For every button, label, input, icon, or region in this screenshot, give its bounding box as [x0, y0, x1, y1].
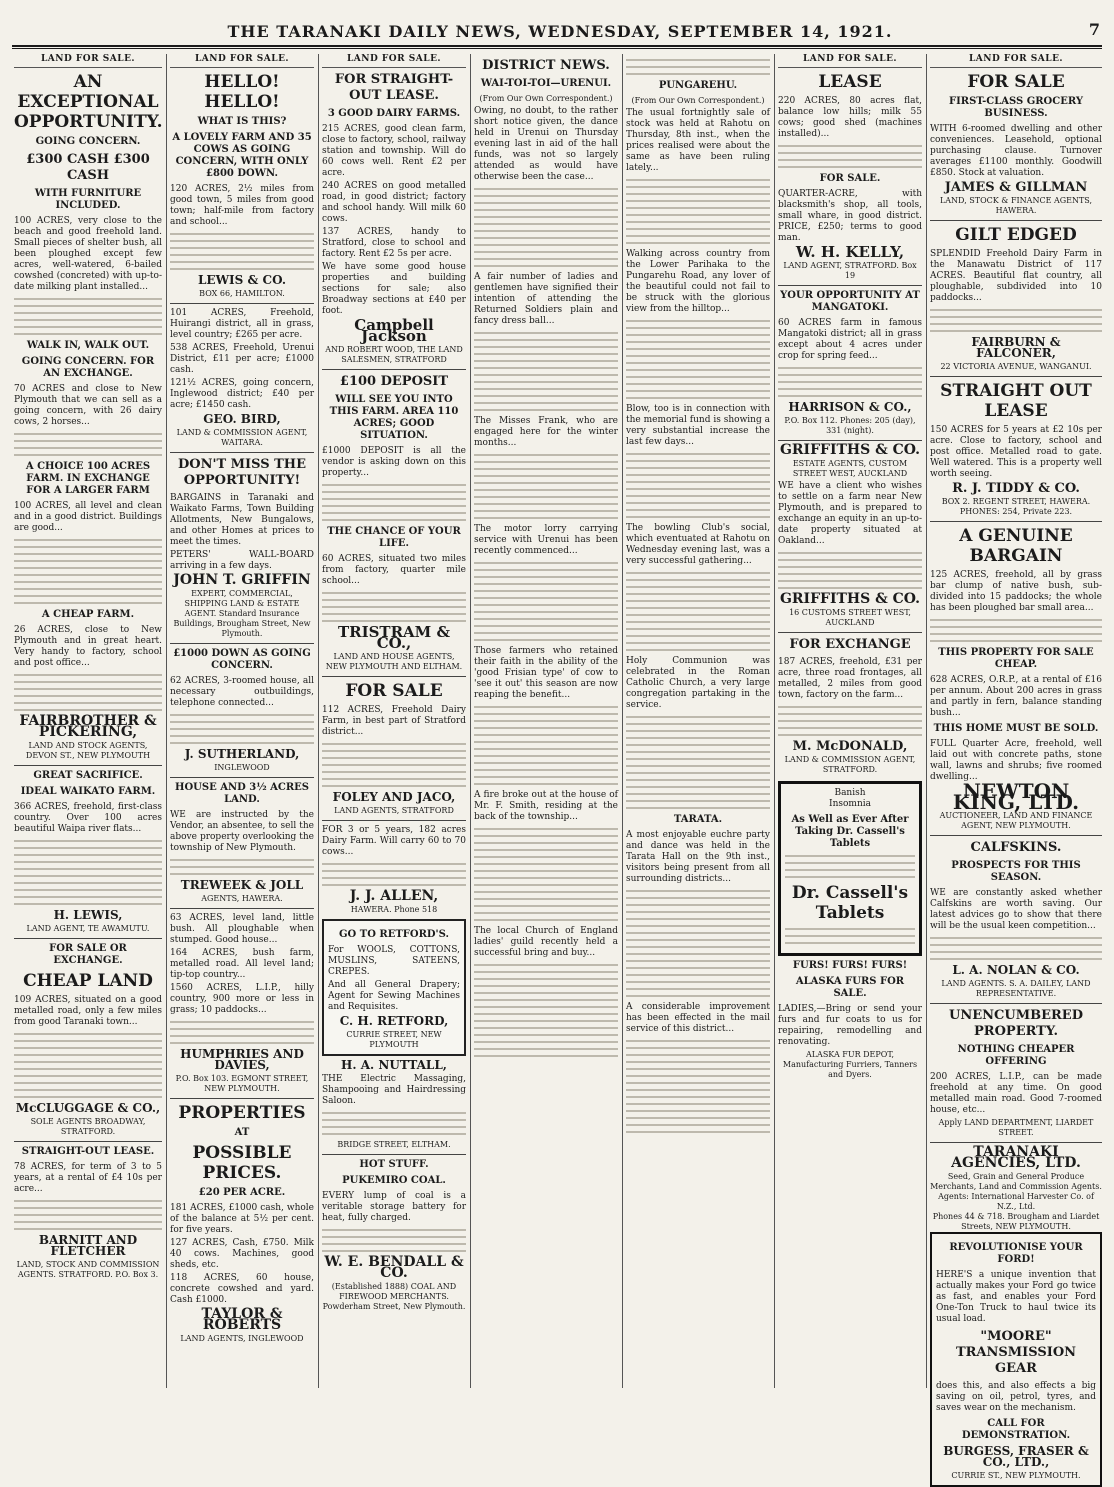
ad-body: 220 ACRES, 80 acres flat, balance low hills; milk 55 cows; good shed (machines installed)...: [778, 96, 922, 139]
agent-name: HARRISON & CO.,: [788, 400, 912, 414]
agent-address: LAND AGENTS, STRATFORD: [334, 806, 454, 815]
divider: [930, 835, 1102, 836]
ad-subheading: ALASKA FURS FOR SALE.: [795, 976, 905, 999]
ad-body: QUARTER-ACRE, with blacksmith's shop, all tools, small whare, in good district. PRICE, £250; terms to good man.: [778, 189, 922, 243]
text-lines: [626, 179, 770, 244]
ad-subheading: IDEAL WAIKATO FARM.: [20, 786, 156, 797]
ad-body: 60 ACRES, situated two miles from factory, quarter mile school...: [322, 554, 466, 586]
text-lines: [14, 1200, 162, 1230]
ad-subheading: HOT STUFF.: [359, 1159, 429, 1170]
news-paragraph: Holy Communion was celebrated in the Roman Catholic Church, a very large congregation partaking in the service.: [626, 656, 770, 710]
agent-address: AGENTS, HAWERA.: [201, 894, 283, 903]
text-lines: [626, 890, 770, 997]
ad-subheading: WHAT IS THIS?: [197, 116, 287, 127]
text-lines: [778, 552, 922, 589]
divider: [14, 765, 162, 766]
ad-body: 78 ACRES, for term of 3 to 5 years, at a rental of £4 10s per acre...: [14, 1162, 162, 1194]
ad-body: 366 ACRES, freehold, first-class country. Over 100 acres beautiful Waipa river flats...: [14, 802, 162, 834]
column-2: [170, 54, 314, 1388]
ad-body: And all General Drapery; Agent for Sewing Machines and Requisites.: [328, 980, 460, 1012]
divider: [170, 1098, 314, 1099]
news-byline: (From Our Own Correspondent.): [631, 96, 765, 105]
agent-address: SOLE AGENTS BROADWAY, STRATFORD.: [30, 1117, 146, 1136]
agent-name: J. SUTHERLAND,: [184, 747, 300, 761]
ad-subheading: GO TO RETFORD'S.: [339, 929, 449, 940]
agent-address: AUCTIONEER, LAND AND FINANCE AGENT, NEW PLYMOUTH.: [939, 811, 1093, 830]
agent-address: LAND AGENT, TE AWAMUTU.: [26, 924, 150, 933]
ad-subheading: A CHOICE 100 ACRES FARM. IN EXCHANGE FOR A LARGER FARM: [25, 461, 151, 496]
masthead-rule-thin: [12, 48, 1102, 49]
ad-note: WITH FURNITURE INCLUDED.: [34, 188, 142, 211]
agent-name: GEO. BIRD,: [203, 412, 281, 426]
ad-body: 215 ACRES, good clean farm, close to factory, school, railway station and township. Will do 60 cows well. Rent £2 per acre.: [322, 124, 466, 178]
text-lines: [474, 964, 618, 1057]
text-lines: [626, 716, 770, 809]
ad-body: 121½ ACRES, going concern, Inglewood district; £40 per acre; £1450 cash.: [170, 378, 314, 410]
divider: [778, 440, 922, 441]
agent-address: 16 CUSTOMS STREET WEST, AUCKLAND: [789, 608, 911, 627]
text-lines: [322, 1112, 466, 1135]
section-label: LAND FOR SALE.: [322, 54, 466, 68]
agent-name: TREWEEK & JOLL: [180, 878, 304, 892]
text-lines: [474, 562, 618, 641]
section-label: LAND FOR SALE.: [14, 54, 162, 68]
column-separator: [318, 54, 319, 1388]
ad-heading: A GENUINE BARGAIN: [959, 526, 1073, 566]
agent-address: ALASKA FUR DEPOT, Manufacturing Furriers, Tanners and Dyers.: [782, 1050, 918, 1079]
ad-body: FULL Quarter Acre, freehold, well laid out with concrete paths, stone wall, lawns and shrubs; five roomed dwelling...: [930, 739, 1102, 782]
agent-address: Seed, Grain and General Produce Merchants, Land and Commission Agents. Agents: International Harvester Co. of N.Z., Ltd.: [930, 1172, 1102, 1211]
agent-name: McCLUGGAGE & CO.,: [15, 1101, 161, 1115]
divider: [778, 285, 922, 286]
ad-heading: UNENCUMBERED PROPERTY.: [949, 1008, 1083, 1039]
ad-subheading: THIS HOME MUST BE SOLD.: [933, 723, 1099, 734]
ad-subheading: WALK IN, WALK OUT.: [26, 340, 150, 351]
divider: [170, 908, 314, 909]
agent-address: AND ROBERT WOOD, THE LAND SALESMEN, STRATFORD: [325, 345, 463, 364]
news-byline: (From Our Own Correspondent.): [479, 94, 613, 103]
column-separator: [926, 54, 927, 1388]
text-lines: [14, 433, 162, 456]
ad-subheading: FOR SALE OR EXCHANGE.: [49, 943, 127, 966]
ad-heading: PROPERTIES: [178, 1103, 306, 1123]
masthead-title: THE TARANAKI DAILY NEWS, WEDNESDAY, SEPTEMBER 14, 1921.: [227, 22, 893, 41]
text-lines: [322, 592, 466, 622]
agent-name: C. H. RETFORD,: [339, 1014, 449, 1028]
agent-address: BOX 2. REGENT STREET, HAWERA. PHONES: 254, Private 223.: [941, 497, 1091, 516]
text-lines: [474, 188, 618, 267]
column-4: [474, 54, 618, 1388]
divider: [930, 1142, 1102, 1143]
text-lines: [14, 298, 162, 335]
ad-body: 1560 ACRES, L.I.P., hilly country, 900 more or less in grass; 10 paddocks...: [170, 983, 314, 1015]
ad-body: 26 ACRES, close to New Plymouth and in great heart. Very handy to factory, school and post office...: [14, 625, 162, 668]
text-lines: [626, 572, 770, 651]
ad-body: 60 ACRES farm in famous Mangatoki district; all in grass except about 4 acres under crop for spring feed...: [778, 318, 922, 361]
column-1: [14, 54, 162, 1388]
ad-subheading: HOUSE AND 3½ ACRES LAND.: [175, 782, 309, 805]
ad-body: 150 ACRES for 5 years at £2 10s per acre. Close to factory, school and post office. Metalled road to gate. Well watered. This is a property well worth seeing.: [930, 425, 1102, 479]
text-lines: [778, 145, 922, 168]
agent-address: P.O. Box 112. Phones: 205 (day), 331 (night).: [784, 416, 916, 435]
agent-name: GRIFFITHS & CO.: [779, 442, 921, 458]
ad-subheading: A LOVELY FARM AND 35 COWS AS GOING CONCERN, WITH ONLY £800 DOWN.: [172, 132, 312, 179]
ad-body: LADIES,—Bring or send your furs and fur coats to us for repairing, remodelling and renovating.: [778, 1004, 922, 1047]
ad-body: 112 ACRES, Freehold Dairy Farm, in best part of Stratford district...: [322, 705, 466, 737]
divider: [322, 369, 466, 370]
ad-subheading: FOR SALE.: [819, 173, 881, 184]
retford-advert: [322, 919, 466, 1056]
news-paragraph: A most enjoyable euchre party and dance was held in the Tarata Hall on the 9th inst., visitors being present from all surrounding districts...: [626, 830, 770, 884]
ad-body: FOR 3 or 5 years, 182 acres Dairy Farm. Will carry 60 to 70 cows...: [322, 825, 466, 857]
text-lines: [14, 674, 162, 711]
ad-subheading: A CHEAP FARM.: [41, 609, 135, 620]
ad-body: PETERS' WALL-BOARD arriving in a few days.: [170, 550, 314, 571]
agent-address: LAND AND HOUSE AGENTS, NEW PLYMOUTH AND ELTHAM.: [325, 652, 463, 671]
ad-subheading: YOUR OPPORTUNITY AT MANGATOKI.: [780, 290, 920, 313]
ad-heading: GILT EDGED: [955, 225, 1077, 245]
advert-product: Dr. Cassell's Tablets: [791, 883, 909, 923]
text-lines: [930, 619, 1102, 642]
ad-heading: AN EXCEPTIONAL OPPORTUNITY.: [14, 72, 163, 132]
advert-subline: As Well as Ever After Taking Dr. Cassell's Tablets: [791, 814, 909, 849]
ad-heading: CALFSKINS.: [970, 840, 1062, 855]
divider: [170, 777, 314, 778]
text-lines: [170, 1021, 314, 1044]
agent-address: Phones 44 & 718. Brougham and Liardet Streets, NEW PLYMOUTH.: [932, 1212, 1100, 1231]
agent-address: (Established 1888) COAL AND FIREWOOD MERCHANTS. Powderham Street, New Plymouth.: [322, 1282, 466, 1311]
news-paragraph: A considerable improvement has been effected in the mail service of this district...: [626, 1002, 770, 1034]
ad-subheading: FURS! FURS! FURS!: [792, 960, 908, 971]
agent-address: INGLEWOOD: [214, 763, 270, 772]
ad-body: THE Electric Massaging, Shampooing and Hairdressing Saloon.: [322, 1074, 466, 1106]
advert-body: HERE'S a unique invention that actually makes your Ford go twice as fast, and enables your Ford One-Ton Truck to haul twice its usual load.: [936, 1270, 1096, 1324]
masthead-rule: [12, 45, 1102, 47]
ad-body: 628 ACRES, O.R.P., at a rental of £16 per annum. About 200 acres in grass and partly in fern, balance standing bush...: [930, 675, 1102, 718]
ad-body: WE are constantly asked whether Calfskins are worth saving. Our latest advices go to show that there will be the usual keen competition...: [930, 888, 1102, 931]
text-lines: [778, 367, 922, 397]
ad-body: WE are instructed by the Vendor, an absentee, to sell the above property overlooking the township of New Plymouth.: [170, 810, 314, 853]
divider: [322, 1154, 466, 1155]
ad-subheading: PROSPECTS FOR THIS SEASON.: [951, 860, 1081, 883]
ad-subheading: FIRST-CLASS GROCERY BUSINESS.: [949, 96, 1083, 119]
news-paragraph: Walking across country from the Lower Parihaka to the Pungarehu Road, any lover of the beautiful could not fail to be struck with the glorious view from the hilltop...: [626, 249, 770, 314]
advert-headline: Insomnia: [829, 799, 871, 809]
ad-heading: FOR EXCHANGE: [789, 637, 911, 652]
news-paragraph: The motor lorry carrying service with Urenui has been recently commenced...: [474, 524, 618, 556]
ad-body: 118 ACRES, 60 house, concrete cowshed and yard. Cash £1000.: [170, 1273, 314, 1305]
page-number: 7: [1088, 20, 1100, 39]
agent-name: TRISTRAM & CO.,: [337, 623, 451, 652]
text-lines: [626, 59, 770, 75]
text-lines: [322, 484, 466, 521]
advert-product: "MOORE" TRANSMISSION GEAR: [955, 1329, 1077, 1376]
ad-body: For WOOLS, COTTONS, MUSLINS, SATEENS, CREPES.: [328, 945, 460, 977]
agent-address: BRIDGE STREET, ELTHAM.: [337, 1140, 451, 1149]
ad-body: 181 ACRES, £1000 cash, whole of the balance at 5½ per cent. for five years.: [170, 1203, 314, 1235]
news-paragraph: The bowling Club's social, which eventuated at Rahotu on Wednesday evening last, was a very successful gathering...: [626, 523, 770, 566]
text-lines: [474, 706, 618, 785]
agent-name: J. J. ALLEN,: [349, 888, 439, 904]
news-paragraph: A fire broke out at the house of Mr. F. Smith, residing at the back of the township...: [474, 790, 618, 822]
agent-address: LAND & COMMISSION AGENT, WAITARA.: [176, 428, 308, 447]
ad-subheading: GREAT SACRIFICE.: [33, 770, 143, 781]
ad-subheading: £1000 DOWN AS GOING CONCERN.: [173, 648, 311, 671]
text-lines: [785, 928, 915, 944]
ad-subheading: THE CHANCE OF YOUR LIFE.: [327, 526, 461, 549]
text-lines: [14, 840, 162, 905]
news-paragraph: Blow, too is in connection with the memorial fund is showing a very substantial increase the last few days...: [626, 404, 770, 447]
ad-body: £1000 DEPOSIT is all the vendor is asking down on this property...: [322, 446, 466, 478]
ad-body: SPLENDID Freehold Dairy Farm in the Manawatu District of 117 ACRES. Beautiful flat country, all ploughable, subdivided into 10 paddocks...: [930, 249, 1102, 303]
divider: [322, 676, 466, 677]
news-subheading: WAI-TOI-TOI—URENUI.: [480, 78, 612, 89]
column-6: [778, 54, 922, 1388]
agent-address: BOX 66, HAMILTON.: [199, 289, 285, 298]
news-paragraph: The usual fortnightly sale of stock was held at Rahotu on Thursday, 8th inst., when the prices realised were about the same as have been ruling lately...: [626, 108, 770, 173]
ad-heading: HELLO! HELLO!: [204, 72, 280, 112]
agent-address: LAND AGENTS. S. A. DAILEY, LAND REPRESENTATIVE.: [941, 979, 1091, 998]
ad-heading: FOR SALE: [967, 72, 1065, 92]
divider: [930, 521, 1102, 522]
ad-heading: POSSIBLE PRICES.: [192, 1143, 292, 1183]
agent-address: ESTATE AGENTS, CUSTOM STREET WEST, AUCKLAND: [792, 459, 908, 478]
ad-heading: FOR STRAIGHT-OUT LEASE.: [334, 72, 454, 103]
agent-name: FAIRBURN & FALCONER,: [971, 335, 1061, 360]
ad-body: 62 ACRES, 3-roomed house, all necessary outbuildings, telephone connected...: [170, 676, 314, 708]
news-paragraph: Those farmers who retained their faith in the ability of the 'good Frisian type' of cow to 'see it out' this season are now reaping the benefit...: [474, 646, 618, 700]
ad-body: 109 ACRES, situated on a good metalled road, only a few miles from good Taranaki town...: [14, 995, 162, 1027]
ad-body: BARGAINS in Taranaki and Waikato Farms, Town Building Allotments, New Bungalows, and other Homes at prices to meet the times.: [170, 493, 314, 547]
ad-body: WITH 6-roomed dwelling and other conveniences. Leasehold, optional purchasing clause. Turnover averages £1100 monthly. Goodwill £850. Stock at valuation.: [930, 124, 1102, 178]
ad-subheading: STRAIGHT-OUT LEASE.: [21, 1146, 155, 1157]
agent-name: FAIRBROTHER & PICKERING,: [19, 713, 157, 740]
text-lines: [778, 706, 922, 736]
text-lines: [170, 859, 314, 875]
ad-body: 120 ACRES, 2½ miles from good town, 5 miles from good town; half-mile from factory and school...: [170, 184, 314, 227]
ad-body: 538 ACRES, Freehold, Urenui District, £11 per acre; £1000 cash.: [170, 343, 314, 375]
advert-headline: Banish: [834, 788, 866, 798]
agent-address: LAND, STOCK AND COMMISSION AGENTS. STRATFORD. P.O. Box 3.: [16, 1260, 160, 1279]
agent-name: JOHN T. GRIFFIN: [173, 572, 311, 588]
news-heading: DISTRICT NEWS.: [482, 58, 610, 73]
agent-name: LEWIS & CO.: [197, 273, 286, 287]
ad-body: 200 ACRES, L.I.P., can be made freehold at any time. On good metalled main road. Good 7-roomed house, etc...: [930, 1072, 1102, 1115]
text-lines: [170, 233, 314, 270]
ad-body: 187 ACRES, freehold, £31 per acre, three road frontages, all metalled, 2 miles from good town, factory on the farm...: [778, 657, 922, 700]
agent-name: NEWTON KING, LTD.: [952, 779, 1080, 814]
ad-price: £300 CASH £300 CASH: [26, 152, 150, 183]
column-separator: [470, 54, 471, 1388]
column-separator: [166, 54, 167, 1388]
text-lines: [474, 828, 618, 921]
agent-name: R. J. TIDDY & CO.: [952, 481, 1080, 496]
text-lines: [14, 539, 162, 604]
text-lines: [626, 320, 770, 399]
ad-subheading: GOING CONCERN.: [35, 136, 141, 147]
agent-name: M. McDONALD,: [792, 739, 908, 754]
masthead: [0, 0, 1114, 44]
ad-heading: £100 DEPOSIT: [339, 374, 449, 389]
ad-note: Apply LAND DEPARTMENT, LIARDET STREET.: [938, 1118, 1094, 1137]
text-lines: [322, 863, 466, 886]
divider: [930, 220, 1102, 221]
agent-name: TARANAKI AGENCIES, LTD.: [951, 1144, 1081, 1171]
ad-subheading: WILL SEE YOU INTO THIS FARM. AREA 110 ACRES; GOOD SITUATION.: [329, 394, 459, 441]
agent-name: W. H. KELLY,: [795, 243, 905, 261]
agent-address: P.O. Box 103. EGMONT STREET, NEW PLYMOUTH.: [175, 1074, 309, 1093]
news-paragraph: The Misses Frank, who are engaged here for the winter months...: [474, 416, 618, 448]
text-lines: [14, 1033, 162, 1098]
agent-name: H. LEWIS,: [53, 908, 123, 922]
column-5: [626, 54, 770, 1388]
text-lines: [930, 309, 1102, 332]
ad-body: 125 ACRES, freehold, all by grass bar clump of native bush, sub-divided into 15 paddocks; the whole has been ploughed bar small area...: [930, 570, 1102, 613]
divider: [14, 938, 162, 939]
ad-subheading: PUKEMIRO COAL.: [342, 1175, 446, 1186]
ad-heading: DON'T MISS THE OPPORTUNITY!: [177, 457, 306, 488]
agent-name: FOLEY AND JACO,: [332, 790, 456, 804]
ad-subheading: GOING CONCERN. FOR AN EXCHANGE.: [21, 356, 155, 379]
ad-body: 127 ACRES, Cash, £750. Milk 40 cows. Machines, good sheds, etc.: [170, 1238, 314, 1270]
ad-body: 100 ACRES, all level and clean and in a good district. Buildings are good...: [14, 501, 162, 533]
advert-headline: REVOLUTIONISE YOUR FORD!: [949, 1242, 1083, 1265]
news-subheading: PUNGAREHU.: [658, 80, 738, 91]
column-7: [930, 54, 1102, 1480]
divider: [14, 1141, 162, 1142]
ad-body: WE have a client who wishes to settle on a farm near New Plymouth, and is prepared to exchange an equity in an up-to-date property situated at Oakland...: [778, 481, 922, 546]
ad-subheading: AT: [234, 1127, 250, 1138]
news-paragraph: Owing, no doubt, to the rather short notice given, the dance held in Urenui on Thursday evening last in aid of the hall funds, was not so largely attended as would have otherwise been the case...: [474, 106, 618, 182]
agent-address: 22 VICTORIA AVENUE, WANGANUI.: [940, 362, 1092, 371]
divider: [170, 452, 314, 453]
agent-name: GRIFFITHS & CO.: [779, 591, 921, 607]
agent-name: BURGESS, FRASER & CO., LTD.,: [943, 1444, 1089, 1469]
agent-name: H. A. NUTTALL,: [341, 1058, 447, 1072]
ad-subheading: 3 GOOD DAIRY FARMS.: [327, 108, 461, 119]
divider: [930, 376, 1102, 377]
column-separator: [622, 54, 623, 1388]
divider: [170, 643, 314, 644]
agent-address: CURRIE STREET, NEW PLYMOUTH: [346, 1030, 442, 1049]
agent-name: HUMPHRIES AND DAVIES,: [180, 1047, 304, 1072]
text-lines: [474, 454, 618, 519]
agent-address: EXPERT, COMMERCIAL, SHIPPING LAND & ESTATE AGENT. Standard Insurance Buildings, Brougham Street, New Plymouth.: [173, 589, 311, 638]
ad-body: 137 ACRES, handy to Stratford, close to school and factory. Rent £2 5s per acre.: [322, 227, 466, 259]
divider: [170, 303, 314, 304]
ad-body: We have some good house properties and building sections for sale; also Broadway sections at £40 per foot.: [322, 262, 466, 316]
ad-body: 240 ACRES on good metalled road, in good district; factory and school handy. Will milk 60 cows.: [322, 181, 466, 224]
agent-name: JAMES & GILLMAN: [944, 180, 1088, 195]
section-label: LAND FOR SALE.: [170, 54, 314, 68]
ad-subheading: £20 PER ACRE.: [198, 1187, 286, 1198]
ad-heading: STRAIGHT OUT LEASE: [940, 381, 1092, 421]
column-3: [322, 54, 466, 1388]
advert-callout: CALL FOR DEMONSTRATION.: [961, 1418, 1071, 1441]
divider: [930, 1003, 1102, 1004]
ad-body: 100 ACRES, very close to the beach and good freehold land. Small pieces of shelter bush, all been ploughed except few acres, well-watered, 6-bailed cowshed (concreted) with up-to-date milking plant installed...: [14, 216, 162, 292]
agent-address: LAND & COMMISSION AGENT, STRATFORD.: [784, 755, 916, 774]
ad-heading: CHEAP LAND: [23, 971, 153, 991]
ad-body: 101 ACRES, Freehold, Huirangi district, all in grass, level country; £265 per acre.: [170, 308, 314, 340]
ad-heading: LEASE: [818, 72, 882, 92]
agent-name: BARNITT AND FLETCHER: [38, 1233, 138, 1258]
agent-name: W. E. BENDALL & CO.: [324, 1254, 464, 1281]
moore-transmission-advert: [930, 1232, 1102, 1487]
agent-address: HAWERA. Phone 518: [350, 905, 438, 914]
advert-body: does this, and also effects a big saving on oil, petrol, tyres, and saves wear on the mechanism.: [936, 1381, 1096, 1413]
text-lines: [322, 743, 466, 787]
news-paragraph: The local Church of England ladies' guild recently held a successful bring and buy...: [474, 926, 618, 958]
text-lines: [322, 1229, 466, 1252]
agent-address: LAND AGENTS, INGLEWOOD: [180, 1334, 304, 1343]
text-lines: [626, 453, 770, 518]
text-lines: [785, 855, 915, 878]
ad-body: 164 ACRES, bush farm, metalled road. All level land; tip-top country...: [170, 948, 314, 980]
ad-body: 63 ACRES, level land, little bush. All ploughable when stumped. Good house...: [170, 913, 314, 945]
ad-body: 70 ACRES and close to New Plymouth that we can sell as a going concern, with 26 dairy cows, 2 horses...: [14, 384, 162, 427]
news-subheading: TARATA.: [673, 814, 723, 825]
agent-address: LAND AND STOCK AGENTS, DEVON ST., NEW PLYMOUTH: [25, 741, 151, 760]
agent-address: LAND AGENT, STRATFORD. Box 19: [783, 261, 917, 280]
agent-address: LAND, STOCK & FINANCE AGENTS, HAWERA.: [939, 196, 1093, 215]
news-paragraph: A fair number of ladies and gentlemen have signified their intention of attending the Returned Soldiers plain and fancy dress ball...: [474, 272, 618, 326]
divider: [778, 632, 922, 633]
ad-subheading: NOTHING CHEAPER OFFERING: [957, 1044, 1075, 1067]
text-lines: [474, 332, 618, 411]
divider: [322, 820, 466, 821]
text-lines: [930, 937, 1102, 960]
ad-body: EVERY lump of coal is a veritable storage battery for heat, fully charged.: [322, 1191, 466, 1223]
agent-address: CURRIE ST., NEW PLYMOUTH.: [951, 1471, 1081, 1480]
text-lines: [626, 1040, 770, 1133]
section-label: LAND FOR SALE.: [778, 54, 922, 68]
agent-name: Campbell Jackson: [354, 316, 434, 345]
column-separator: [774, 54, 775, 1388]
ad-heading: FOR SALE: [345, 681, 443, 701]
ad-subheading: THIS PROPERTY FOR SALE CHEAP.: [938, 647, 1094, 670]
section-label: LAND FOR SALE.: [930, 54, 1102, 68]
cassells-tablets-advert: [778, 781, 922, 956]
agent-name: L. A. NOLAN & CO.: [952, 963, 1080, 977]
text-lines: [170, 714, 314, 744]
agent-name: TAYLOR & ROBERTS: [201, 1306, 283, 1333]
